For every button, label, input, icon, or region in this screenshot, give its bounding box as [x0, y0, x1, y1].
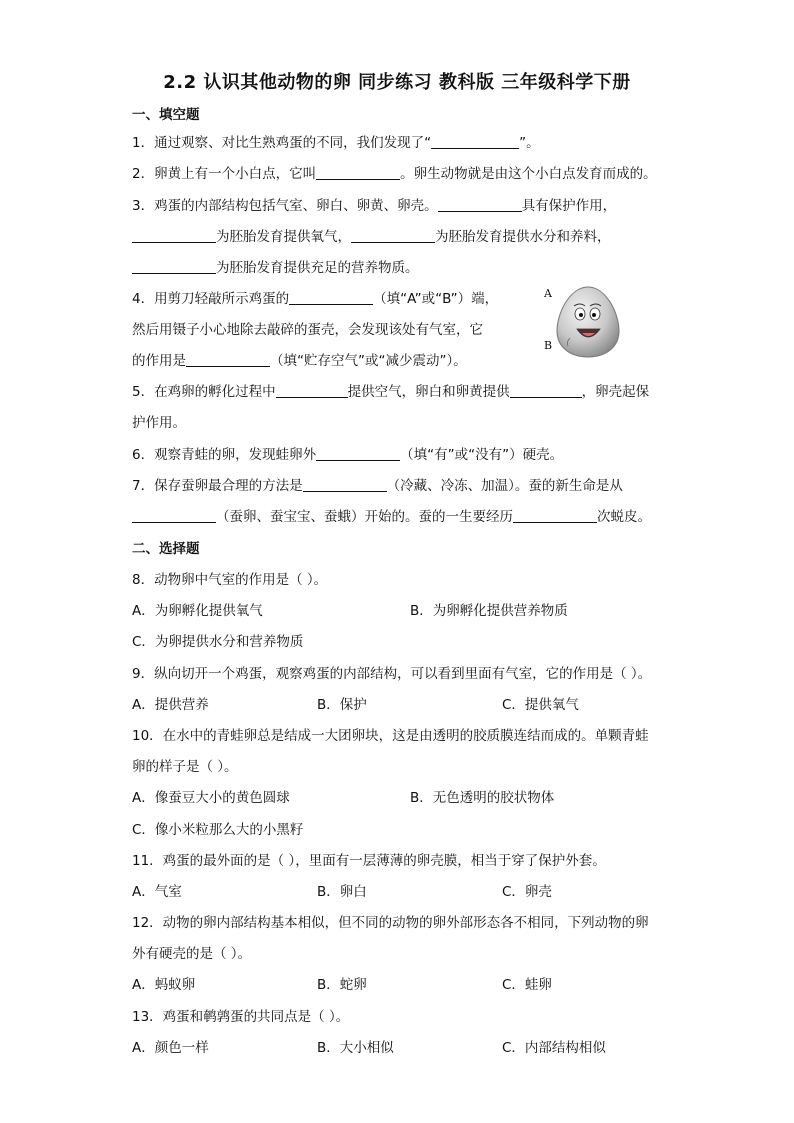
- cartoon-egg-icon: [540, 283, 640, 361]
- blank[interactable]: [510, 383, 582, 398]
- option-a[interactable]: A．颜色一样: [132, 1040, 209, 1056]
- blank[interactable]: [351, 228, 435, 243]
- question-12-line-2: 外有硬壳的是（ ）。: [132, 946, 252, 962]
- option-b[interactable]: B．无色透明的胶状物体: [410, 790, 555, 806]
- blank[interactable]: [132, 259, 216, 274]
- option-a[interactable]: A．像蚕豆大小的黄色圆球: [132, 790, 290, 806]
- question-10: 10．在水中的青蛙卵总是结成一大团卵块，这是由透明的胶质膜连结而成的。单颗青蛙: [132, 728, 649, 744]
- question-3: 3．鸡蛋的内部结构包括气室、卵白、卵黄、卵壳。 具有保护作用，: [132, 198, 617, 214]
- page-title: 2.2 认识其他动物的卵 同步练习 教科版 三年级科学下册: [163, 72, 631, 93]
- question-4: 4．用剪刀轻敲所示鸡蛋的 （填“A”或“B”）端，: [132, 291, 499, 307]
- blank[interactable]: [303, 477, 387, 492]
- question-13: 13．鸡蛋和鹌鹑蛋的共同点是（ ）。: [132, 1009, 350, 1025]
- question-9: 9．纵向切开一个鸡蛋，观察鸡蛋的内部结构，可以看到里面有气室，它的作用是（ ）。: [132, 666, 652, 682]
- egg-illustration: [540, 283, 640, 361]
- blank[interactable]: [513, 508, 597, 523]
- blank[interactable]: [186, 352, 270, 367]
- label-a: A: [544, 287, 552, 300]
- question-1: 1．通过观察、对比生熟鸡蛋的不同，我们发现了“ ”。: [132, 135, 540, 151]
- label-b: B: [544, 339, 553, 352]
- blank[interactable]: [276, 383, 348, 398]
- question-2: 2．卵黄上有一个小白点，它叫 。卵生动物就是由这个小白点发育而成的。: [132, 166, 657, 182]
- blank[interactable]: [132, 508, 216, 523]
- option-c[interactable]: C．为卵提供水分和营养物质: [132, 634, 304, 650]
- blank[interactable]: [431, 134, 519, 149]
- option-b[interactable]: B．保护: [317, 697, 367, 713]
- question-5-line-2: 护作用。: [132, 415, 186, 431]
- question-4-line-2: 然后用镊子小心地除去敲碎的蛋壳，会发现该处有气室，它: [132, 322, 483, 338]
- option-b[interactable]: B．为卵孵化提供营养物质: [410, 603, 568, 619]
- question-12: 12．动物的卵内部结构基本相似，但不同的动物的卵外部形态各不相同，下列动物的卵: [132, 915, 649, 931]
- option-b[interactable]: B．卵白: [317, 884, 367, 900]
- question-7-line-2: （蚕卵、蚕宝宝、蚕蛾）开始的。蚕的一生要经历 次蜕皮。: [132, 505, 651, 525]
- blank[interactable]: [316, 165, 400, 180]
- option-b[interactable]: B．大小相似: [317, 1040, 394, 1056]
- option-c[interactable]: C．像小米粒那么大的小黑籽: [132, 822, 304, 838]
- option-a[interactable]: A．气室: [132, 884, 182, 900]
- blank[interactable]: [438, 197, 522, 212]
- question-3-line-2: 为胚胎发育提供氧气， 为胚胎发育提供水分和养料，: [132, 225, 611, 245]
- option-b[interactable]: B．蛇卵: [317, 977, 367, 993]
- blank[interactable]: [132, 228, 216, 243]
- question-6: 6．观察青蛙的卵，发现蛙卵外 （填“有”或“没有”）硬壳。: [132, 447, 564, 463]
- option-c[interactable]: C．蛙卵: [502, 977, 552, 993]
- question-8: 8．动物卵中气室的作用是（ ）。: [132, 572, 328, 588]
- section-heading-fill: 一、填空题: [132, 107, 200, 123]
- option-a[interactable]: A．为卵孵化提供氧气: [132, 603, 263, 619]
- blank[interactable]: [289, 290, 373, 305]
- question-5: 5．在鸡卵的孵化过程中 提供空气，卵白和卵黄提供 ，卵壳起保: [132, 384, 650, 400]
- option-a[interactable]: A．蚂蚁卵: [132, 977, 196, 993]
- option-c[interactable]: C．内部结构相似: [502, 1040, 606, 1056]
- question-3-line-3: 为胚胎发育提供充足的营养物质。: [132, 256, 419, 276]
- question-10-line-2: 卵的样子是（ ）。: [132, 759, 238, 775]
- question-7: 7．保存蚕卵最合理的方法是 （冷藏、冷冻、加温）。蚕的新生命是从: [132, 478, 623, 494]
- option-c[interactable]: C．提供氧气: [502, 697, 579, 713]
- question-4-line-3: 的作用是 （填“贮存空气”或“减少震动”）。: [132, 353, 467, 369]
- question-11: 11．鸡蛋的最外面的是（ ），里面有一层薄薄的卵壳膜，相当于穿了保护外套。: [132, 853, 606, 869]
- section-heading-choice: 二、选择题: [132, 541, 200, 557]
- option-a[interactable]: A．提供营养: [132, 697, 209, 713]
- option-c[interactable]: C．卵壳: [502, 884, 552, 900]
- blank[interactable]: [316, 446, 400, 461]
